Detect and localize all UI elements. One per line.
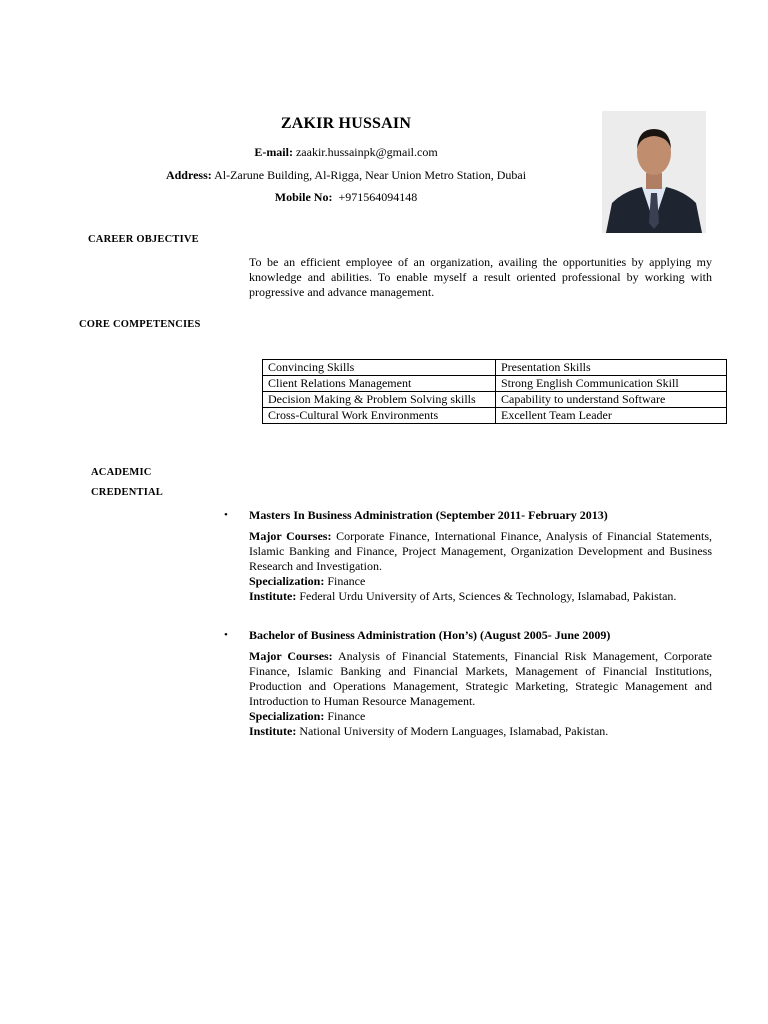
competencies-table: [262, 359, 727, 424]
major-courses: [249, 529, 712, 574]
specialization-label: Specialization:: [249, 574, 325, 588]
career-objective-text: To be an efficient employee of an organization, availing the opportunities by applying my knowledge and abilities. To enable myself a result oriented professional by working with progressive and advance management.: [249, 255, 712, 299]
table-cell: Decision Making & Problem Solving skills: [263, 392, 496, 408]
specialization: [249, 574, 712, 589]
table-row: [263, 392, 727, 408]
mobile-line: [0, 190, 692, 205]
table-row: [263, 408, 727, 424]
institute-value: National University of Modern Languages, Islamabad, Pakistan.: [299, 724, 609, 738]
degree-details: [249, 649, 712, 739]
candidate-name: ZAKIR HUSSAIN: [280, 115, 412, 132]
email-value: zaakir.hussainpk@gmail.com: [295, 145, 438, 159]
major-courses-label: Major Courses:: [249, 649, 333, 663]
bullet-icon: •: [224, 629, 228, 641]
bullet-icon: •: [224, 509, 228, 521]
mobile-value: +971564094148: [338, 190, 418, 204]
degree-title: Masters In Business Administration (September 2011- February 2013): [249, 508, 608, 522]
career-objective-heading: CAREER OBJECTIVE: [88, 234, 199, 245]
address-value: Al-Zarune Building, Al-Rigga, Near Union Metro Station, Dubai: [214, 168, 527, 182]
table-row: [263, 360, 727, 376]
specialization-label: Specialization:: [249, 709, 325, 723]
institute: [249, 724, 712, 739]
degree-details: [249, 529, 712, 604]
specialization: [249, 709, 712, 724]
address-label: Address:: [165, 168, 212, 182]
major-courses-value: Analysis of Financial Statements, Financial Risk Management, Corporate Finance, Islamic Banking and Financial Markets, Management of Financial Institutions, Production and Operations Management, Strategic Marketing, Strategic Management and Introduction to Human Resource Management.: [249, 649, 712, 708]
table-cell: Client Relations Management: [263, 376, 496, 392]
table-cell: Presentation Skills: [496, 360, 727, 376]
profile-photo: [602, 111, 706, 233]
person-photo-icon: [602, 111, 706, 233]
email-label: E-mail:: [254, 145, 293, 159]
major-courses-label: Major Courses:: [249, 529, 332, 543]
table-cell: Capability to understand Software: [496, 392, 727, 408]
table-row: [263, 376, 727, 392]
degree-title: Bachelor of Business Administration (Hon’s) (August 2005- June 2009): [249, 628, 611, 642]
table-cell: Cross-Cultural Work Environments: [263, 408, 496, 424]
table-cell: Strong English Communication Skill: [496, 376, 727, 392]
major-courses: [249, 649, 712, 709]
mobile-label: Mobile No:: [274, 190, 333, 204]
specialization-value: Finance: [327, 574, 366, 588]
institute-value: Federal Urdu University of Arts, Sciences & Technology, Islamabad, Pakistan.: [299, 589, 677, 603]
specialization-value: Finance: [327, 709, 366, 723]
institute-label: Institute:: [249, 589, 297, 603]
email-line: [0, 145, 692, 160]
academic-heading-line1: ACADEMIC: [91, 467, 152, 478]
core-competencies-heading: CORE COMPETENCIES: [79, 319, 201, 330]
major-courses-value: Corporate Finance, International Finance, Analysis of Financial Statements, Islamic Banking and Finance, Project Management, Organization Development and Business Research and Investigation.: [249, 529, 712, 573]
table-cell: Excellent Team Leader: [496, 408, 727, 424]
table-cell: Convincing Skills: [263, 360, 496, 376]
institute: [249, 589, 712, 604]
academic-heading-line2: CREDENTIAL: [91, 487, 164, 498]
institute-label: Institute:: [249, 724, 297, 738]
address-line: [0, 168, 692, 183]
